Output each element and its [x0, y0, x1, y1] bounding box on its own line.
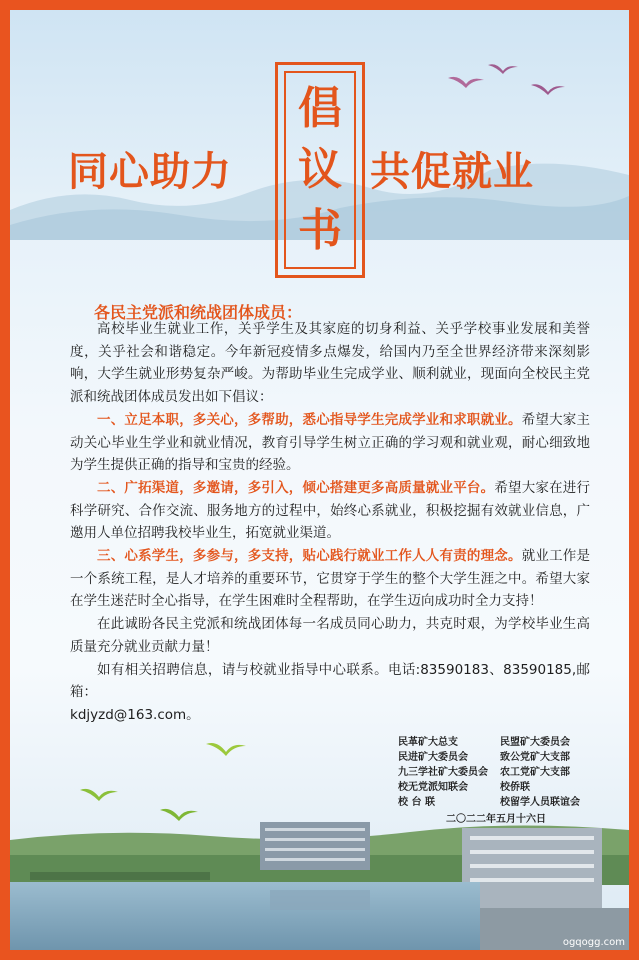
bird-icon — [531, 82, 565, 97]
watermark: ogqogg.com — [562, 937, 625, 948]
bird-icon — [488, 62, 518, 76]
paragraph-one-text: 希望大家主动关心毕业生学业和就业情况，教育引导学生树立正确的学习观和就业观，耐心细致地为学生提供正确的指导和宝贵的经验。 — [70, 411, 591, 474]
org-name: 农工党矿大支部 — [500, 767, 570, 778]
org-name: 校侨联 — [500, 782, 530, 793]
paragraph-appeal: 在此诚盼各民主党派和统战团体每一名成员同心助力，共克时艰，为学校毕业生高质量充分就业贡献力量！ — [70, 616, 590, 655]
org-name: 九三学社矿大委员会 — [398, 767, 488, 778]
org-name: 民进矿大委员会 — [398, 752, 468, 763]
bird-icon — [80, 786, 118, 803]
seal-char: 倡 — [298, 83, 342, 135]
seal-char: 议 — [298, 143, 342, 195]
org-name: 民革矿大总支 — [398, 737, 458, 748]
org-row — [398, 735, 598, 750]
org-row — [398, 765, 598, 780]
organization-list — [398, 735, 598, 810]
contact-email: kdjyzd@163.com。 — [70, 706, 200, 723]
letter-body — [70, 318, 590, 727]
org-row — [398, 795, 598, 810]
issue-date: 二〇二二年五月十六日 — [446, 814, 546, 825]
org-row — [398, 750, 598, 765]
org-name: 校留学人员联谊会 — [500, 797, 580, 808]
paragraph-one — [70, 409, 590, 477]
paragraph-three-text: 就业工作是一个系统工程，是人才培养的重要环节，它贯穿于学生的整个大学生涯之中。希望大家在学生迷茫时全心指导，在学生困难时全程帮助，在学生迈向成功时全力支持！ — [70, 548, 591, 610]
bird-icon — [206, 740, 246, 758]
highlight-two: 二、广拓渠道，多邀请，多引入，倾心搭建更多高质量就业平台。 — [97, 479, 495, 496]
title-right: 共促就业 — [370, 149, 534, 195]
paragraph-three — [70, 545, 590, 613]
org-name: 校无党派知联会 — [398, 782, 468, 793]
campus-scene — [10, 810, 629, 950]
org-name: 校 台 联 — [398, 797, 435, 808]
seal-char: 书 — [298, 204, 342, 256]
poster-canvas — [10, 10, 629, 950]
bird-icon — [448, 74, 484, 90]
salutation: 各民主党派和统战团体成员： — [94, 303, 303, 322]
org-name: 致公党矿大支部 — [500, 752, 570, 763]
title-left: 同心助力 — [68, 149, 232, 195]
paragraph-contact: 如有相关招聘信息，请与校就业指导中心联系。电话:83590183、83590185,邮箱： — [70, 661, 590, 701]
paragraph-intro: 高校毕业生就业工作，关乎学生及其家庭的切身利益、关乎学校事业发展和美誉度，关乎社会和谐稳定。今年新冠疫情多点爆发，给国内乃至全世界经济带来深刻影响，大学生就业形势复杂严峻。为帮助毕业生完成学业、顺利就业，现面向全校民主党派和统战团体成员发出如下倡议： — [70, 321, 590, 406]
org-row — [398, 780, 598, 795]
proposal-seal — [275, 62, 365, 278]
paragraph-two-text: 希望大家在进行科学研究、合作交流、服务地方的过程中，始终心系就业，积极挖掘有效就业信息，广邀用人单位招聘我校毕业生，拓宽就业渠道。 — [70, 479, 591, 542]
highlight-one: 一、立足本职，多关心，多帮助，悉心指导学生完成学业和求职就业。 — [97, 411, 522, 428]
highlight-three: 三、心系学生，多参与，多支持，贴心践行就业工作人人有责的理念。 — [97, 548, 522, 565]
paragraph-two — [70, 477, 590, 545]
org-name: 民盟矿大委员会 — [500, 737, 570, 748]
